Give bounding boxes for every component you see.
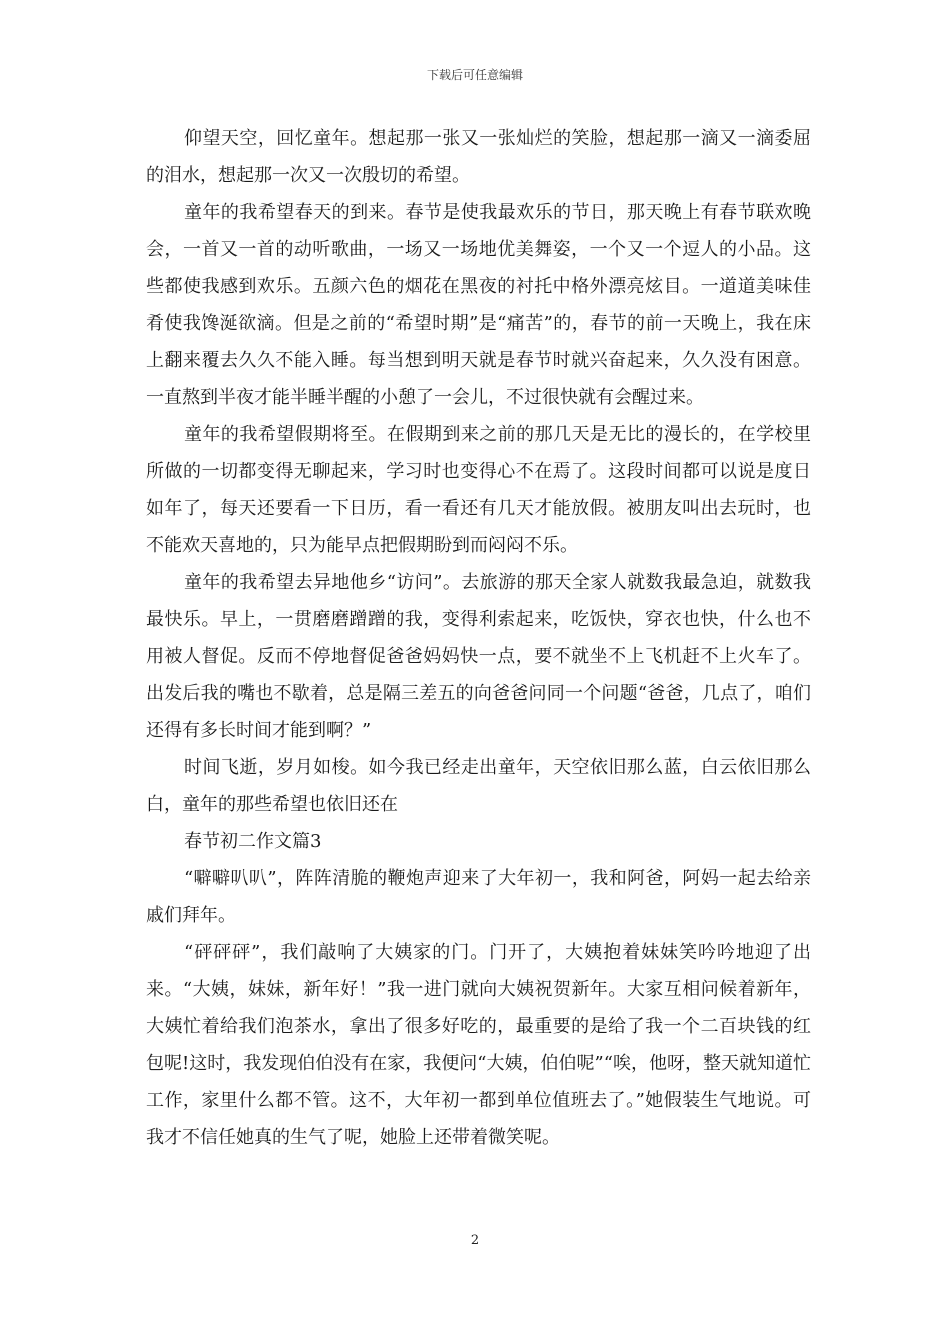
paragraph-2: 童年的我希望春天的到来。春节是使我最欢乐的节日，那天晚上有春节联欢晚会，一首又一首的动听歌曲，一场又一场地优美舞姿，一个又一个逗人的小品。这些都使我感到欢乐。五颜六色的烟花在黑夜的衬托中格外漂亮炫目。一道道美味佳肴使我馋涎欲滴。但是之前的“希望时期”是“痛苦”的，春节的前一天晚上，我在床上翻来覆去久久不能入睡。每当想到明天就是春节时就兴奋起来，久久没有困意。一直熬到半夜才能半睡半醒的小憩了一会儿，不过很快就有会醒过来。 (146, 202, 811, 408)
document-body (146, 120, 811, 1156)
section-heading: 春节初二作文篇3 (184, 831, 322, 852)
paragraph-6: “噼噼叭叭”，阵阵清脆的鞭炮声迎来了大年初一，我和阿爸，阿妈一起去给亲戚们拜年。 (146, 868, 811, 926)
paragraph-7: “砰砰砰”，我们敲响了大姨家的门。门开了，大姨抱着妹妹笑吟吟地迎了出来。“大姨，妹妹，新年好！”我一进门就向大姨祝贺新年。大家互相问候着新年，大姨忙着给我们泡茶水，拿出了很多好吃的，最重要的是给了我一个二百块钱的红包呢!这时，我发现伯伯没有在家，我便问“大姨，伯伯呢”“唉，他呀，整天就知道忙工作，家里什么都不管。这不，大年初一都到单位值班去了。”她假装生气地说。可我才不信任她真的生气了呢，她脸上还带着微笑呢。 (146, 942, 811, 1148)
paragraph-5: 时间飞逝，岁月如梭。如今我已经走出童年，天空依旧那么蓝，白云依旧那么白，童年的那些希望也依旧还在 (146, 757, 811, 815)
page-header: 下载后可任意编辑 (426, 68, 523, 82)
paragraph-3: 童年的我希望假期将至。在假期到来之前的那几天是无比的漫长的，在学校里所做的一切都变得无聊起来，学习时也变得心不在焉了。这段时间都可以说是度日如年了，每天还要看一下日历，看一看还有几天才能放假。被朋友叫出去玩时，也不能欢天喜地的，只为能早点把假期盼到而闷闷不乐。 (146, 424, 811, 556)
paragraph-4: 童年的我希望去异地他乡“访问”。去旅游的那天全家人就数我最急迫，就数我最快乐。早上，一贯磨磨蹭蹭的我，变得利索起来，吃饭快，穿衣也快，什么也不用被人督促。反而不停地督促爸爸妈妈快一点，要不就坐不上飞机赶不上火车了。出发后我的嘴也不歇着，总是隔三差五的向爸爸问同一个问题“爸爸，几点了，咱们还得有多长时间才能到啊？” (146, 572, 811, 741)
page-number: 2 (470, 1233, 480, 1248)
paragraph-1: 仰望天空，回忆童年。想起那一张又一张灿烂的笑脸，想起那一滴又一滴委屈的泪水，想起那一次又一次殷切的希望。 (146, 128, 811, 186)
